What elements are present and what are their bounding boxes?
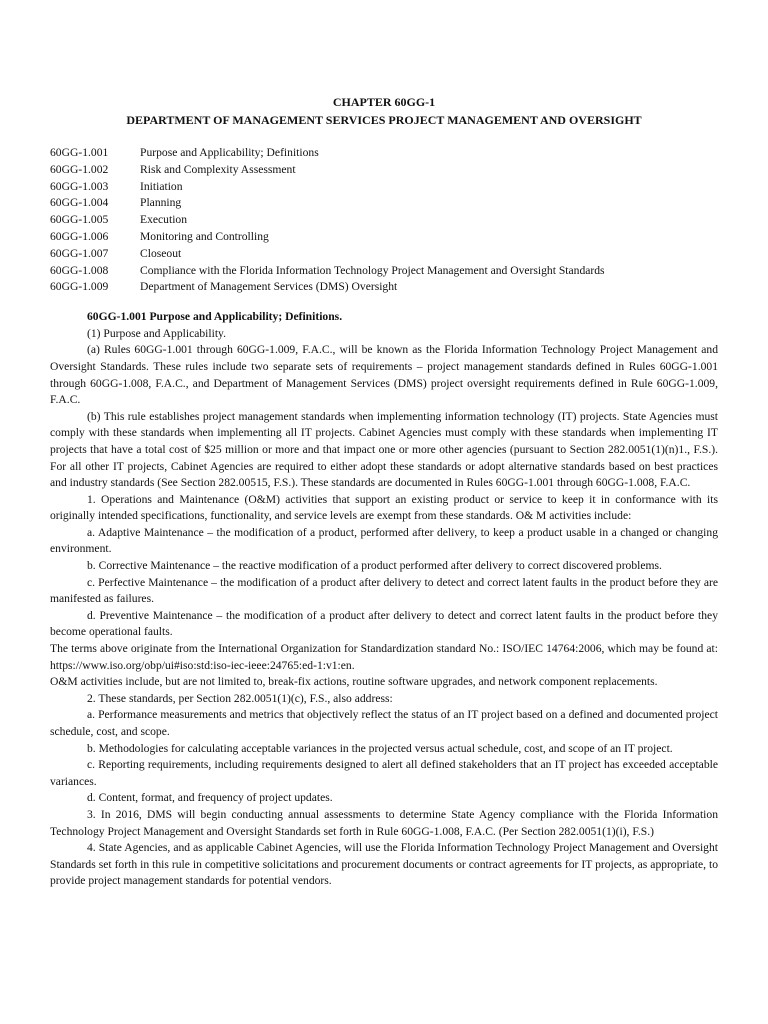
toc-number: 60GG-1.004 bbox=[50, 196, 109, 210]
paragraph: (b) This rule establishes project management standards when implementing information technology (IT) projects. State Agencies must comply with these standards when implementing all IT projects. Cabinet Agencies must comply with these standards when implementing IT projects that have a total cost of $25 million or more and that impact one or more other agencies (pursuant to Section 282.0051(1)(n)1., F.S.). For all other IT projects, Cabinet Agencies are required to either adopt these standards or adopt alternative standards based on best practices and industry standards (See Section 282.00515, F.S.). These standards are documented in Rules 60GG-1.001 through 60GG-1.008, F.A.C. bbox=[50, 409, 718, 490]
paragraph: c. Perfective Maintenance – the modification of a product after delivery to detect and correct latent faults in the product before they are manifested as failures. bbox=[50, 575, 718, 606]
paragraph: 4. State Agencies, and as applicable Cabinet Agencies, will use the Florida Information Technology Project Management and Oversight Standards set forth in this rule in competitive solicitations and procurement documents or contract agreements for IT projects, as appropriate, to provide project management standards for potential vendors. bbox=[50, 841, 718, 888]
paragraph: b. Methodologies for calculating acceptable variances in the projected versus actual schedule, cost, and scope of an IT project. bbox=[87, 741, 673, 755]
paragraph: b. Corrective Maintenance – the reactive modification of a product performed after delivery to correct discovered problems. bbox=[87, 559, 662, 573]
toc-title: Execution bbox=[140, 213, 188, 227]
toc-number: 60GG-1.008 bbox=[50, 263, 109, 277]
toc-row bbox=[50, 145, 718, 162]
toc-row bbox=[50, 162, 718, 179]
table-of-contents bbox=[50, 145, 718, 296]
paragraph: O&M activities include, but are not limited to, break-fix actions, routine software upgrades, and network component replacements. bbox=[50, 675, 658, 689]
paragraph: 1. Operations and Maintenance (O&M) activities that support an existing product or service to keep it in conformance with its originally intended specifications, functionality, and service levels are exempt from these standards. O& M activities include: bbox=[50, 492, 718, 523]
paragraph: c. Reporting requirements, including requirements designed to alert all defined stakeholders that an IT project has exceeded acceptable variances. bbox=[50, 758, 718, 788]
toc-title: Planning bbox=[140, 196, 182, 210]
toc-number: 60GG-1.009 bbox=[50, 280, 109, 294]
toc-number: 60GG-1.003 bbox=[50, 179, 109, 193]
toc-row bbox=[50, 279, 718, 296]
toc-number: 60GG-1.007 bbox=[50, 246, 109, 260]
toc-title: Department of Management Services (DMS) Oversight bbox=[140, 280, 398, 294]
toc-row bbox=[50, 263, 718, 280]
toc-title: Closeout bbox=[140, 246, 182, 260]
toc-number: 60GG-1.006 bbox=[50, 229, 109, 243]
section-heading: 60GG-1.001 Purpose and Applicability; Definitions. bbox=[87, 310, 343, 324]
paragraph: d. Preventive Maintenance – the modification of a product after delivery to detect and correct latent faults in the product before they become operational faults. bbox=[50, 608, 718, 639]
toc-number: 60GG-1.005 bbox=[50, 213, 109, 227]
paragraph: 2. These standards, per Section 282.0051(1)(c), F.S., also address: bbox=[87, 691, 393, 705]
toc-row bbox=[50, 212, 718, 229]
paragraph: a. Adaptive Maintenance – the modification of a product, performed after delivery, to keep a product usable in a changed or changing environment. bbox=[50, 525, 718, 556]
paragraph: d. Content, format, and frequency of project updates. bbox=[87, 791, 333, 805]
paragraph: (1) Purpose and Applicability. bbox=[87, 326, 226, 340]
chapter-title: CHAPTER 60GG-1 bbox=[332, 95, 436, 109]
toc-title: Initiation bbox=[140, 179, 183, 193]
toc-row bbox=[50, 179, 718, 196]
toc-title: Monitoring and Controlling bbox=[140, 229, 269, 243]
paragraph: a. Performance measurements and metrics that objectively reflect the status of an IT project based on a defined and documented project schedule, cost, and scope. bbox=[50, 708, 718, 739]
paragraph: The terms above originate from the International Organization for Standardization standard No.: ISO/IEC 14764:2006, which may be found at: https://www.iso.org/obp/ui#iso:std:iso-iec-ieee:24765:ed-1:v1:en. bbox=[50, 642, 718, 672]
toc-title: Compliance with the Florida Information Technology Project Management and Oversight Standards bbox=[140, 263, 605, 277]
toc-title: Risk and Complexity Assessment bbox=[140, 162, 296, 176]
chapter-subtitle: DEPARTMENT OF MANAGEMENT SERVICES PROJECT MANAGEMENT AND OVERSIGHT bbox=[126, 113, 642, 127]
toc-row bbox=[50, 195, 718, 212]
paragraph: (a) Rules 60GG-1.001 through 60GG-1.009, F.A.C., will be known as the Florida Information Technology Project Management and Oversight Standards. These rules include two separate sets of requirements – project management standards defined in Rules 60GG-1.001 through 60GG-1.008, F.A.C., and Department of Management Services (DMS) project oversight requirements defined in Rule 60GG-1.009, F.A.C. bbox=[50, 343, 718, 407]
toc-row bbox=[50, 246, 718, 263]
toc-row bbox=[50, 229, 718, 246]
paragraph: 3. In 2016, DMS will begin conducting annual assessments to determine State Agency compliance with the Florida Information Technology Project Management and Oversight Standards set forth in Rule 60GG-1.008, F.A.C. (Per Section 282.0051(1)(i), F.S.) bbox=[50, 807, 718, 838]
toc-number: 60GG-1.002 bbox=[50, 162, 109, 176]
toc-number: 60GG-1.001 bbox=[50, 146, 109, 159]
toc-title: Purpose and Applicability; Definitions bbox=[140, 146, 319, 159]
